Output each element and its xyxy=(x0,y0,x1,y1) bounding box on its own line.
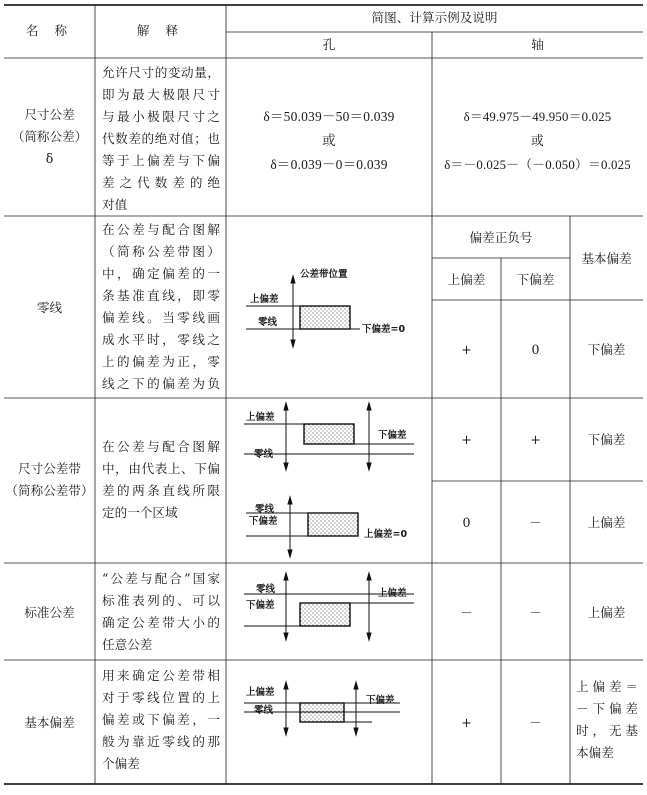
zero-line-lower-sign: 0 xyxy=(531,342,540,357)
standard-basic: 上偏差 xyxy=(587,605,626,620)
zone-b-label-zero: 零线 xyxy=(255,504,275,515)
zone-a-basic: 下偏差 xyxy=(587,432,626,447)
zone-a-lower-sign: + xyxy=(530,432,541,447)
sign-header: 偏差正负号 xyxy=(469,230,533,245)
standard-label-lower: 下偏差 xyxy=(246,600,275,611)
basic-deviation-header: 基本偏差 xyxy=(581,251,632,266)
header-name: 名 称 xyxy=(25,23,74,38)
basic-dev-label-upper: 上偏差 xyxy=(246,687,275,698)
standard-label-upper: 上偏差 xyxy=(378,588,407,599)
zone-explain: 在公差与配合图解 中，由代表上、下偏 差的两条直线所限 定的一个区域 xyxy=(102,439,220,520)
basic-dev-basic: 上偏差＝ －下偏差 时，无基 本偏差 xyxy=(576,679,638,760)
standard-explain: “公差与配合”国家 标准表列的、可以 确定公差带大小的 任意公差 xyxy=(102,571,220,652)
zone-a-label-upper: 上偏差 xyxy=(246,412,275,423)
standard-label-zero: 零线 xyxy=(256,584,276,595)
tolerance-shaft-formula: δ＝49.975－49.950＝0.025 或 δ＝－0.025－（－0.050）＝0.025 xyxy=(444,110,631,172)
zone-name: 尺寸公差带 （简称公差带） xyxy=(5,461,94,498)
diagram-label-zero: 零线 xyxy=(258,317,278,328)
diagram-label-lower: 下偏差=0 xyxy=(362,324,406,335)
tolerance-hole-formula: δ＝50.039－50＝0.039 或 δ＝0.039－0＝0.039 xyxy=(263,109,395,172)
zero-line-name: 零线 xyxy=(36,300,63,315)
zone-b-label-upper: 上偏差=0 xyxy=(364,529,408,540)
header-explain: 解 释 xyxy=(136,23,185,38)
standard-lower-sign: － xyxy=(529,605,542,620)
basic-dev-name: 基本偏差 xyxy=(24,715,75,730)
diagram-label-position: 公差带位置 xyxy=(300,269,348,280)
zone-b-lower-sign: － xyxy=(529,515,542,530)
upper-deviation-header: 上偏差 xyxy=(447,272,486,287)
basic-dev-label-lower: 下偏差 xyxy=(366,695,395,706)
header-shaft: 轴 xyxy=(531,37,544,52)
zone-a-upper-sign: + xyxy=(461,432,472,447)
tolerance-name: 尺寸公差 （简称公差） δ xyxy=(11,107,88,166)
zero-line-upper-sign: + xyxy=(461,342,472,357)
standard-name: 标准公差 xyxy=(24,605,75,620)
basic-dev-label-zero: 零线 xyxy=(254,705,274,716)
header-hole: 孔 xyxy=(322,37,336,52)
basic-dev-upper-sign: + xyxy=(461,715,472,730)
basic-dev-lower-sign: － xyxy=(529,715,542,730)
zone-a-label-lower: 下偏差 xyxy=(378,430,407,441)
zone-b-label-lower: 下偏差 xyxy=(249,516,278,527)
basic-dev-explain: 用来确定公差带相 对于零线位置的上 偏差或下偏差，一 般为靠近零线的那 个偏差 xyxy=(102,668,220,771)
zone-b-basic: 上偏差 xyxy=(587,515,626,530)
zone-a-label-zero: 零线 xyxy=(254,449,274,460)
tolerance-explain: 允许尺寸的变动量， 即为最大极限尺寸 与最小极限尺寸之 代数差的绝对值；也 等于上偏差与下偏 差之代数差的绝 对值 xyxy=(102,65,220,212)
diagram-zero-line xyxy=(246,276,360,347)
standard-upper-sign: － xyxy=(460,605,473,620)
header-group: 简图、计算示例及说明 xyxy=(371,10,498,25)
zone-b-upper-sign: 0 xyxy=(462,515,471,530)
zero-line-basic: 下偏差 xyxy=(587,342,626,357)
lower-deviation-header: 下偏差 xyxy=(516,272,555,287)
diagram-label-upper: 上偏差 xyxy=(250,294,279,305)
zero-line-explain: 在公差与配合图解 （简称公差带图） 中，确定偏差的一 条基准直线，即零 偏差线。当零线画 成水平时，零线之 上的偏差为正，零 线之下的偏差为负 xyxy=(102,222,220,391)
